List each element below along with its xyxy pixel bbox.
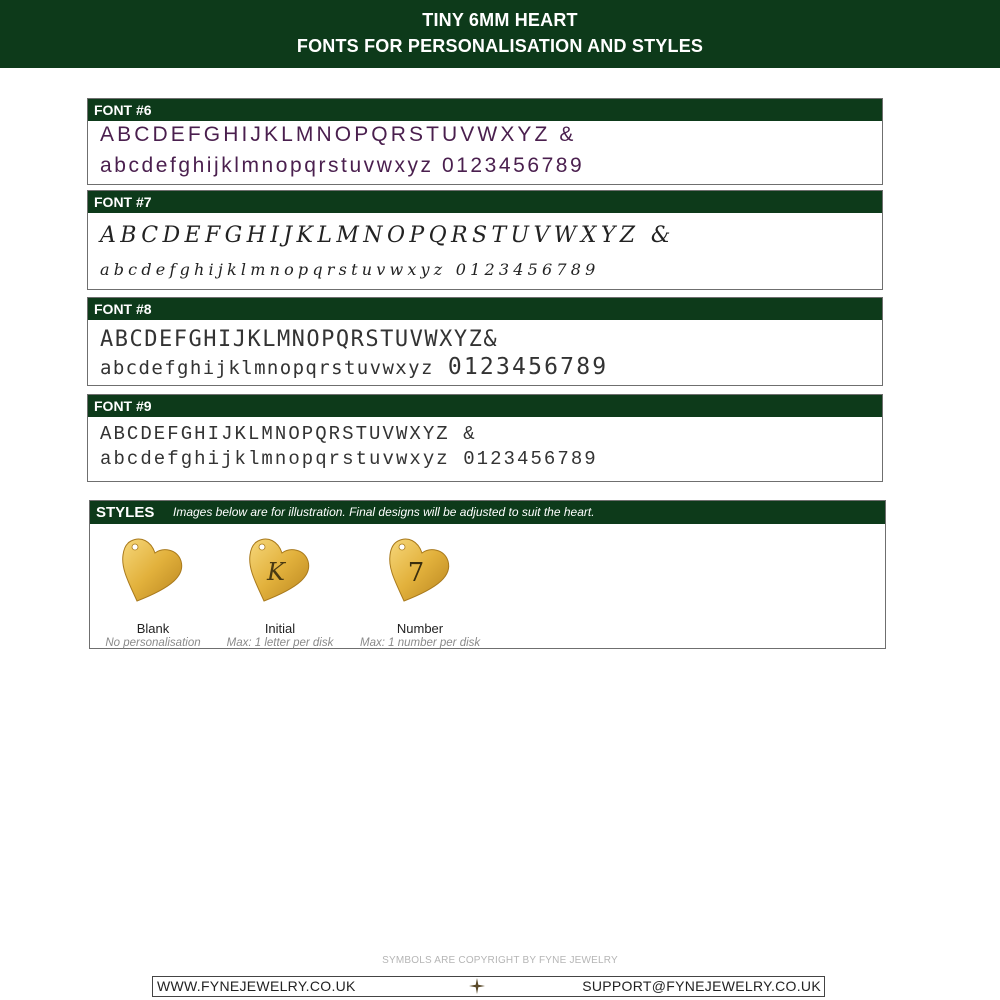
website-link[interactable]: WWW.FYNEJEWELRY.CO.UK (157, 978, 356, 994)
font-8-label: FONT #8 (88, 298, 882, 320)
font-8-uppercase: ABCDEFGHIJKLMNOPQRSTUVWXYZ& (100, 327, 499, 352)
styles-header (90, 501, 885, 524)
font-7-uppercase: ABCDEFGHIJKLMNOPQRSTUVWXYZ & (100, 223, 675, 248)
number-engraving: 7 (407, 558, 425, 588)
font-6-label: FONT #6 (88, 99, 882, 121)
font-8-lowercase: abcdefghijklmnopqrstuvwxyz (100, 357, 434, 379)
style-number-sub: Max: 1 number per disk (360, 637, 481, 649)
font-9-panel (87, 394, 883, 482)
support-email-link[interactable]: SUPPORT@FYNEJEWELRY.CO.UK (582, 978, 821, 994)
style-blank-sub: No personalisation (105, 637, 201, 649)
page-title: TINY 6MM HEART (422, 10, 578, 30)
font-6-panel (87, 98, 883, 185)
font-6-lowercase: abcdefghijklmnopqrstuvwxyz 0123456789 (100, 154, 585, 177)
font-9-label: FONT #9 (88, 395, 882, 417)
style-number (360, 535, 480, 649)
font-8-panel (87, 297, 883, 386)
font-9-uppercase: ABCDEFGHIJKLMNOPQRSTUVWXYZ & (100, 423, 477, 445)
style-initial (220, 535, 340, 649)
style-initial-label: Initial (264, 621, 296, 636)
star-icon (469, 978, 485, 994)
heart-charm-blank-icon (117, 535, 189, 607)
styles-panel (89, 500, 886, 649)
font-7-label: FONT #7 (88, 191, 882, 213)
style-blank (93, 535, 213, 649)
styles-note: Images below are for illustration. Final designs will be adjusted to suit the heart. (173, 505, 595, 519)
page-subtitle: FONTS FOR PERSONALISATION AND STYLES (296, 36, 704, 56)
font-8-lowercase-row (100, 354, 608, 380)
style-initial-sub: Max: 1 letter per disk (226, 637, 334, 649)
heart-charm-initial-icon (244, 535, 316, 607)
font-8-digits: 0123456789 (447, 354, 609, 380)
copyright-notice: SYMBOLS ARE COPYRIGHT BY FYNE JEWELRY (382, 955, 618, 966)
page-header (0, 0, 1000, 68)
styles-title: STYLES (96, 504, 155, 521)
style-number-label: Number (396, 621, 444, 636)
initial-engraving: K (267, 558, 285, 586)
heart-charm-number-icon (384, 535, 456, 607)
font-9-lowercase: abcdefghijklmnopqrstuvwxyz 0123456789 (100, 448, 598, 470)
font-7-lowercase: abcdefghijklmnopqrstuvwxyz 0123456789 (100, 260, 600, 279)
font-7-panel (87, 190, 883, 290)
style-blank-label: Blank (136, 621, 170, 636)
footer-bar (152, 976, 825, 997)
font-6-uppercase: ABCDEFGHIJKLMNOPQRSTUVWXYZ & (100, 123, 577, 146)
